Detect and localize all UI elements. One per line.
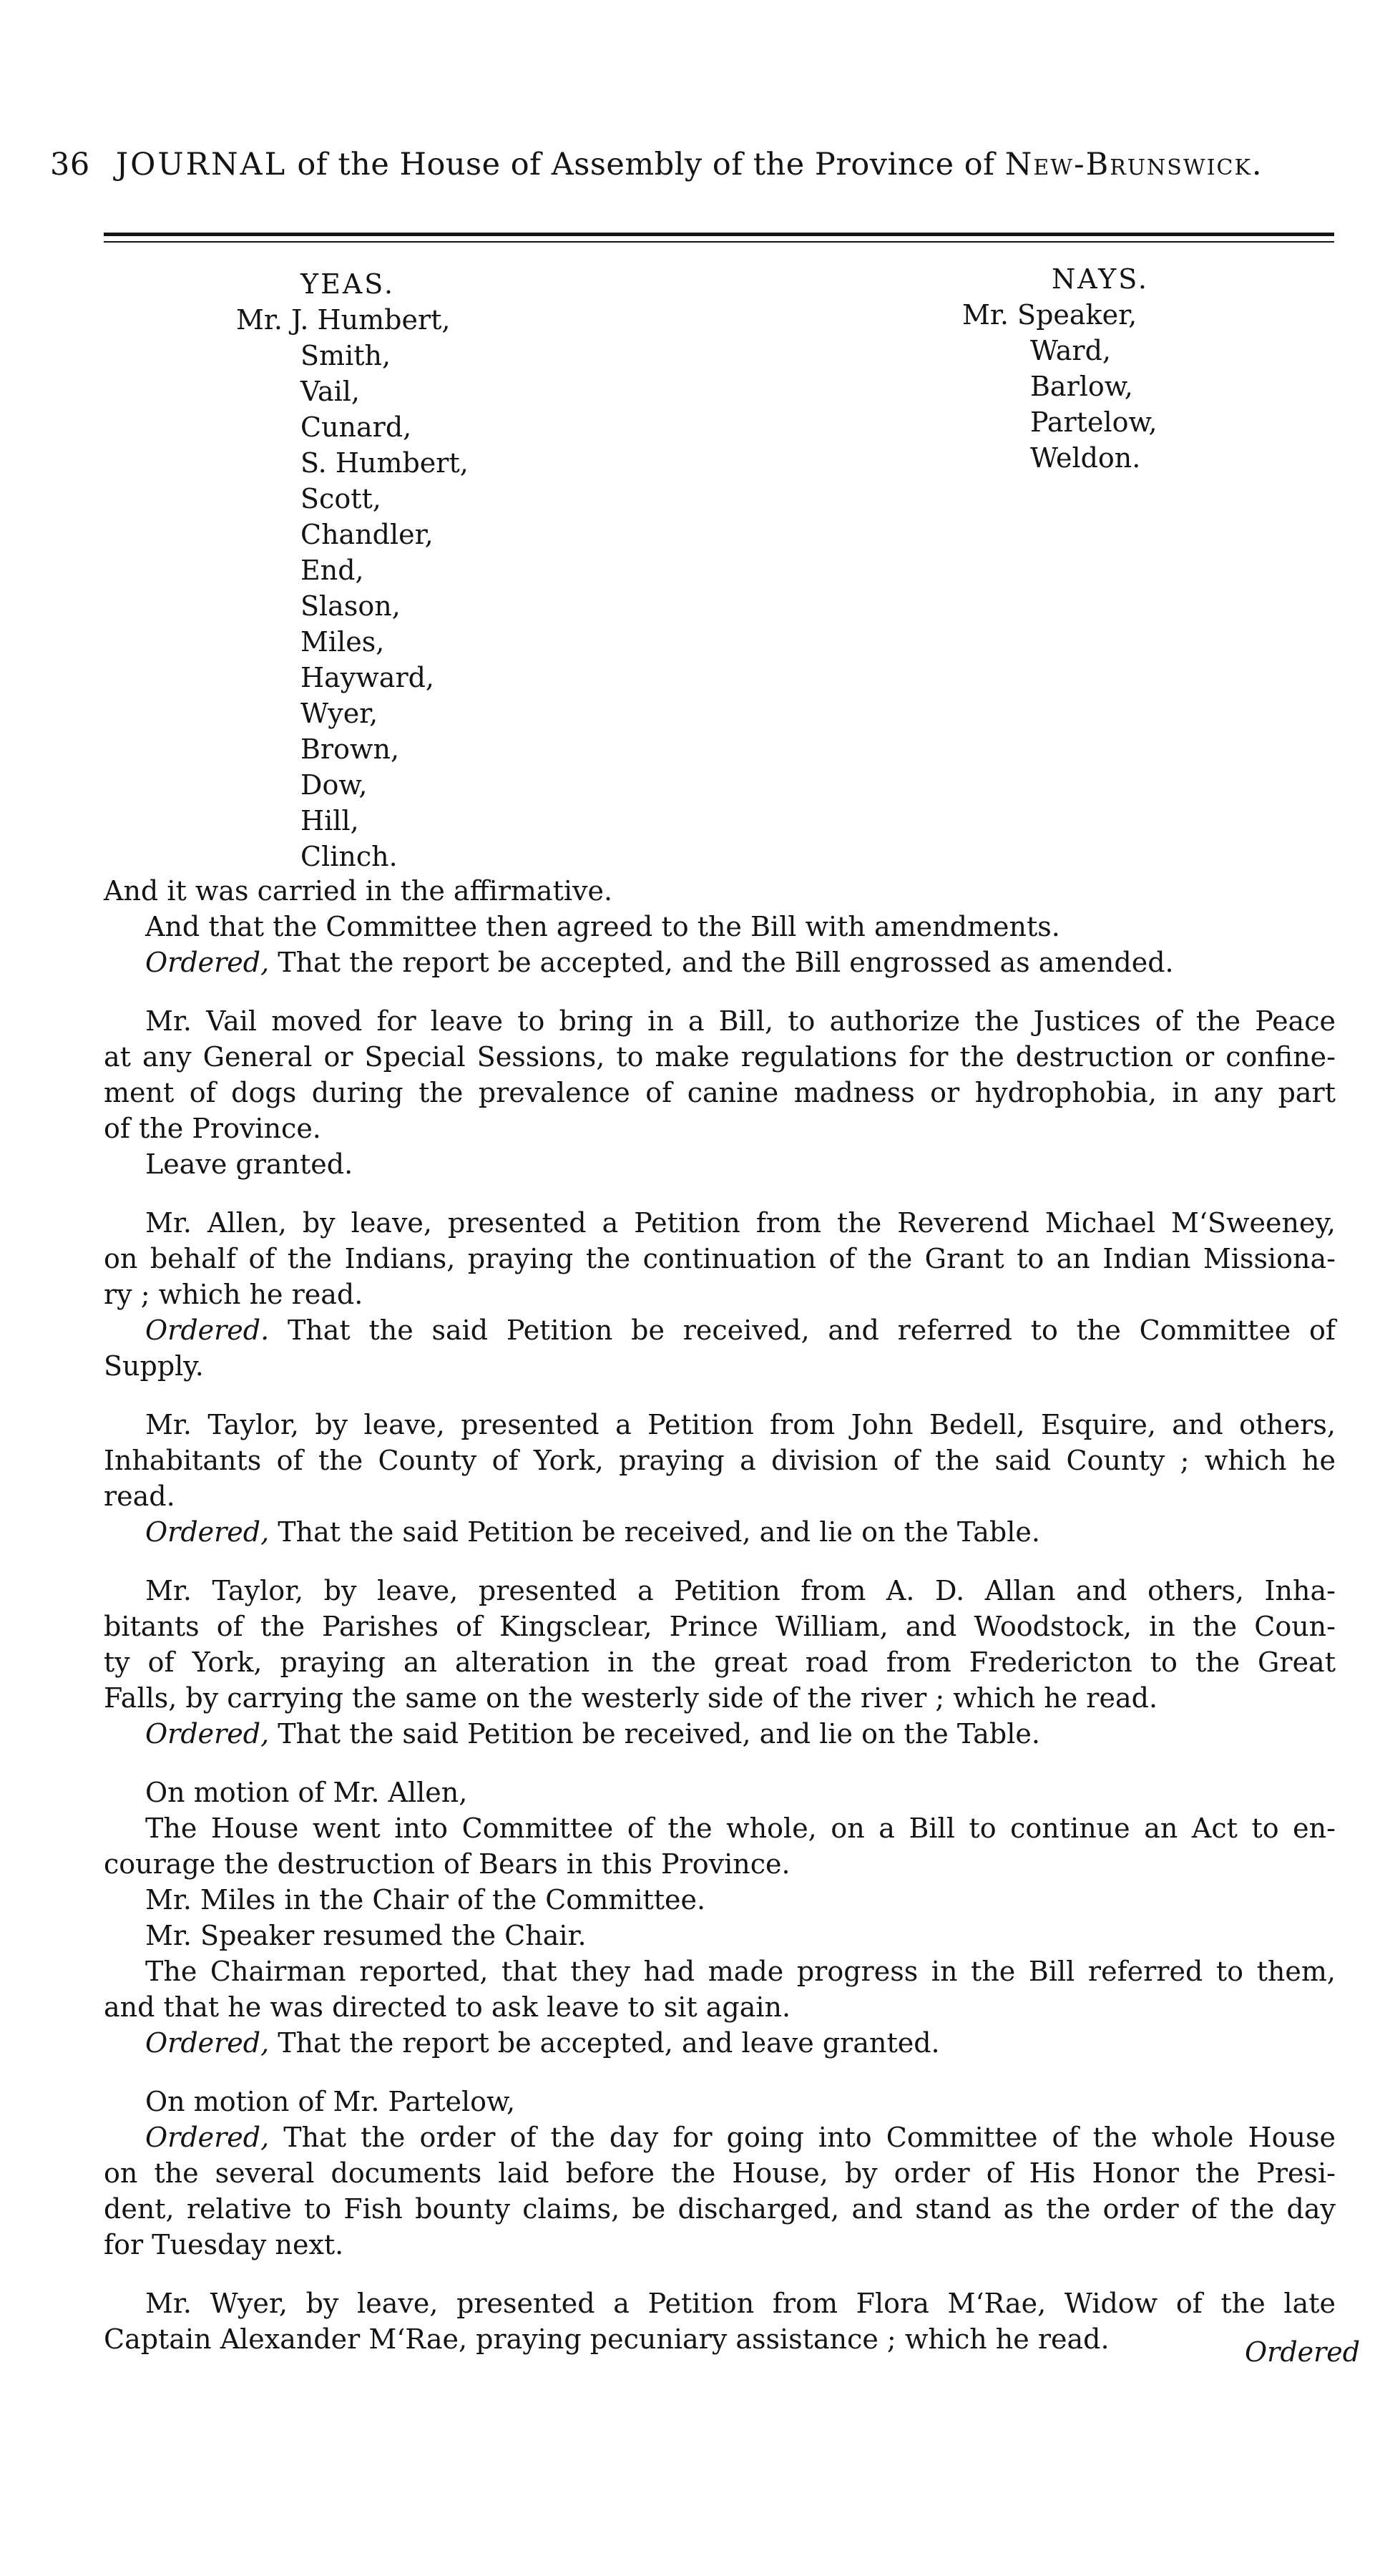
yeas-name: Chandler, bbox=[300, 519, 434, 550]
text-line bbox=[104, 2025, 1336, 2061]
yeas-name: S. Humbert, bbox=[300, 447, 469, 479]
line-text: courage the destruction of Bears in this Province. bbox=[104, 1848, 791, 1880]
yeas-name: Mr. J. Humbert, bbox=[236, 304, 451, 336]
text-line bbox=[104, 1514, 1336, 1550]
line-text: ry ; which he read. bbox=[104, 1279, 363, 1310]
yeas-name: Hill, bbox=[300, 805, 359, 836]
text-line bbox=[104, 2119, 1336, 2155]
text-line bbox=[104, 1003, 1336, 1039]
nays-name: Ward, bbox=[1030, 335, 1111, 366]
line-text: That the said Petition be received, and referred to the Committee of bbox=[269, 1314, 1336, 1346]
line-text: and that he was directed to ask leave to sit again. bbox=[104, 1991, 791, 2023]
text-line bbox=[104, 1205, 1336, 1241]
nays-name: Barlow, bbox=[1030, 371, 1133, 402]
text-line bbox=[104, 945, 1336, 980]
paragraph-gap bbox=[104, 1752, 1336, 1775]
line-text: Mr. Wyer, by leave, presented a Petition from Flora M‘Rae, Widow of the late bbox=[145, 2288, 1336, 2319]
journal-word: JOURNAL bbox=[115, 147, 288, 182]
line-text: That the said Petition be received, and lie on the Table. bbox=[269, 1516, 1040, 1548]
page-number: 36 bbox=[50, 147, 90, 182]
paragraph bbox=[104, 1775, 1336, 2061]
yeas-name: Smith, bbox=[300, 340, 391, 371]
line-text: Falls, by carrying the same on the westerly side of the river ; which he read. bbox=[104, 1682, 1158, 1714]
text-line bbox=[104, 1882, 1336, 1918]
text-line bbox=[104, 2084, 1336, 2119]
italic-lead: Ordered, bbox=[145, 1718, 270, 1750]
text-line bbox=[104, 1716, 1336, 1752]
text-line bbox=[104, 2321, 1336, 2357]
text-line bbox=[104, 1573, 1336, 1609]
yeas-name: Vail, bbox=[300, 376, 360, 407]
paragraph-gap bbox=[104, 1182, 1336, 1205]
text-line bbox=[104, 1039, 1336, 1075]
line-text: dent, relative to Fish bounty claims, be discharged, and stand as the order of the day bbox=[104, 2193, 1336, 2225]
province-name: New-Brunswick. bbox=[1004, 147, 1263, 182]
line-text: read. bbox=[104, 1480, 175, 1512]
text-line bbox=[104, 1241, 1336, 1277]
text-line bbox=[104, 1407, 1336, 1443]
line-text: ment of dogs during the prevalence of canine madness or hydrophobia, in any part bbox=[104, 1077, 1336, 1108]
line-text: Supply. bbox=[104, 1350, 204, 1382]
line-text: on behalf of the Indians, praying the continuation of the Grant to an Indian Missiona- bbox=[104, 1243, 1336, 1274]
paragraph bbox=[104, 1407, 1336, 1550]
nays-name: Partelow, bbox=[1030, 406, 1157, 438]
text-line bbox=[104, 2227, 1336, 2263]
yeas-heading: YEAS. bbox=[300, 268, 396, 300]
line-text: And it was carried in the affirmative. bbox=[104, 875, 613, 907]
text-line bbox=[104, 2285, 1336, 2321]
paragraph bbox=[104, 873, 1336, 980]
yeas-name: End, bbox=[300, 555, 364, 586]
header-rule-thin bbox=[104, 241, 1334, 243]
line-text: That the report be accepted, and leave granted. bbox=[269, 2027, 940, 2059]
text-line bbox=[104, 1443, 1336, 1478]
line-text: of the Province. bbox=[104, 1113, 321, 1144]
catchword: Ordered bbox=[1245, 2336, 1361, 2368]
text-line bbox=[104, 1348, 1336, 1384]
italic-lead: Ordered, bbox=[145, 2122, 270, 2153]
text-line bbox=[104, 1846, 1336, 1882]
line-text: for Tuesday next. bbox=[104, 2229, 344, 2260]
line-text: at any General or Special Sessions, to make regulations for the destruction or confine- bbox=[104, 1041, 1336, 1073]
line-text: on the several documents laid before the House, by order of His Honor the Presi- bbox=[104, 2157, 1336, 2189]
italic-lead: Ordered. bbox=[145, 1314, 270, 1346]
nays-column bbox=[962, 261, 1157, 476]
line-text: The House went into Committee of the whole, on a Bill to continue an Act to en- bbox=[145, 1813, 1336, 1844]
text-line bbox=[104, 1680, 1336, 1716]
text-line bbox=[104, 909, 1336, 945]
paragraph-gap bbox=[104, 2263, 1336, 2285]
text-line bbox=[104, 1146, 1336, 1182]
line-text: That the report be accepted, and the Bill engrossed as amended. bbox=[269, 947, 1174, 978]
text-line bbox=[104, 873, 1336, 909]
text-line bbox=[104, 1075, 1336, 1111]
line-text: On motion of Mr. Allen, bbox=[145, 1777, 468, 1808]
yeas-name: Slason, bbox=[300, 590, 401, 622]
italic-lead: Ordered, bbox=[145, 947, 270, 978]
yeas-column bbox=[236, 266, 469, 874]
header-rule-thick bbox=[104, 233, 1334, 236]
nays-list bbox=[962, 297, 1157, 476]
nays-name: Mr. Speaker, bbox=[962, 299, 1137, 331]
line-text: Mr. Speaker resumed the Chair. bbox=[145, 1920, 587, 1951]
running-header bbox=[50, 147, 1338, 182]
yeas-name: Wyer, bbox=[300, 698, 378, 729]
yeas-list bbox=[236, 302, 469, 874]
nays-name: Weldon. bbox=[1030, 442, 1141, 474]
paragraph-gap bbox=[104, 980, 1336, 1003]
paragraph bbox=[104, 1573, 1336, 1752]
line-text: Captain Alexander M‘Rae, praying pecuniary assistance ; which he read. bbox=[104, 2323, 1110, 2355]
line-text: Mr. Vail moved for leave to bring in a Bill, to authorize the Justices of the Peace bbox=[145, 1005, 1336, 1037]
yeas-name: Miles, bbox=[300, 626, 385, 658]
line-text: Mr. Miles in the Chair of the Committee. bbox=[145, 1884, 706, 1916]
nays-heading: NAYS. bbox=[1052, 263, 1149, 295]
line-text: bitants of the Parishes of Kingsclear, Prince William, and Woodstock, in the Coun- bbox=[104, 1611, 1336, 1642]
paragraph-gap bbox=[104, 2061, 1336, 2084]
text-line bbox=[104, 2191, 1336, 2227]
yeas-name: Dow, bbox=[300, 769, 368, 801]
text-line bbox=[104, 1810, 1336, 1846]
line-text: ty of York, praying an alteration in the great road from Fredericton to the Great bbox=[104, 1646, 1336, 1678]
text-line bbox=[104, 1277, 1336, 1312]
text-line bbox=[104, 1312, 1336, 1348]
line-text: Leave granted. bbox=[145, 1148, 353, 1180]
line-text: Inhabitants of the County of York, praying a division of the said County ; which he bbox=[104, 1445, 1336, 1476]
line-text: The Chairman reported, that they had made progress in the Bill referred to them, bbox=[145, 1956, 1336, 1987]
yeas-name: Hayward, bbox=[300, 662, 435, 693]
text-line bbox=[104, 2155, 1336, 2191]
paragraph bbox=[104, 2285, 1336, 2357]
yeas-name: Clinch. bbox=[300, 841, 398, 872]
line-text: That the said Petition be received, and lie on the Table. bbox=[269, 1718, 1040, 1750]
paragraph bbox=[104, 2084, 1336, 2263]
journal-body bbox=[104, 873, 1336, 2357]
text-line bbox=[104, 1644, 1336, 1680]
yeas-name: Scott, bbox=[300, 483, 381, 514]
yeas-name: Cunard, bbox=[300, 411, 412, 443]
text-line bbox=[104, 1989, 1336, 2025]
paragraph-gap bbox=[104, 1550, 1336, 1573]
text-line bbox=[104, 1111, 1336, 1146]
line-text: Mr. Taylor, by leave, presented a Petition from A. D. Allan and others, Inha- bbox=[145, 1575, 1336, 1606]
line-text: That the order of the day for going into Committee of the whole House bbox=[269, 2122, 1336, 2153]
line-text: On motion of Mr. Partelow, bbox=[145, 2086, 516, 2117]
italic-lead: Ordered, bbox=[145, 2027, 270, 2059]
text-line bbox=[104, 1953, 1336, 1989]
line-text: Mr. Allen, by leave, presented a Petition from the Reverend Michael M‘Sweeney, bbox=[145, 1207, 1336, 1239]
text-line bbox=[104, 1775, 1336, 1810]
text-line bbox=[104, 1918, 1336, 1953]
paragraph-gap bbox=[104, 1384, 1336, 1407]
line-text: Mr. Taylor, by leave, presented a Petition from John Bedell, Esquire, and others, bbox=[145, 1409, 1336, 1440]
line-text: And that the Committee then agreed to the Bill with amendments. bbox=[145, 911, 1060, 942]
text-line bbox=[104, 1609, 1336, 1644]
paragraph bbox=[104, 1003, 1336, 1182]
yeas-name: Brown, bbox=[300, 733, 400, 765]
paragraph bbox=[104, 1205, 1336, 1384]
header-title: of the House of Assembly of the Province of bbox=[297, 147, 995, 182]
text-line bbox=[104, 1478, 1336, 1514]
italic-lead: Ordered, bbox=[145, 1516, 270, 1548]
